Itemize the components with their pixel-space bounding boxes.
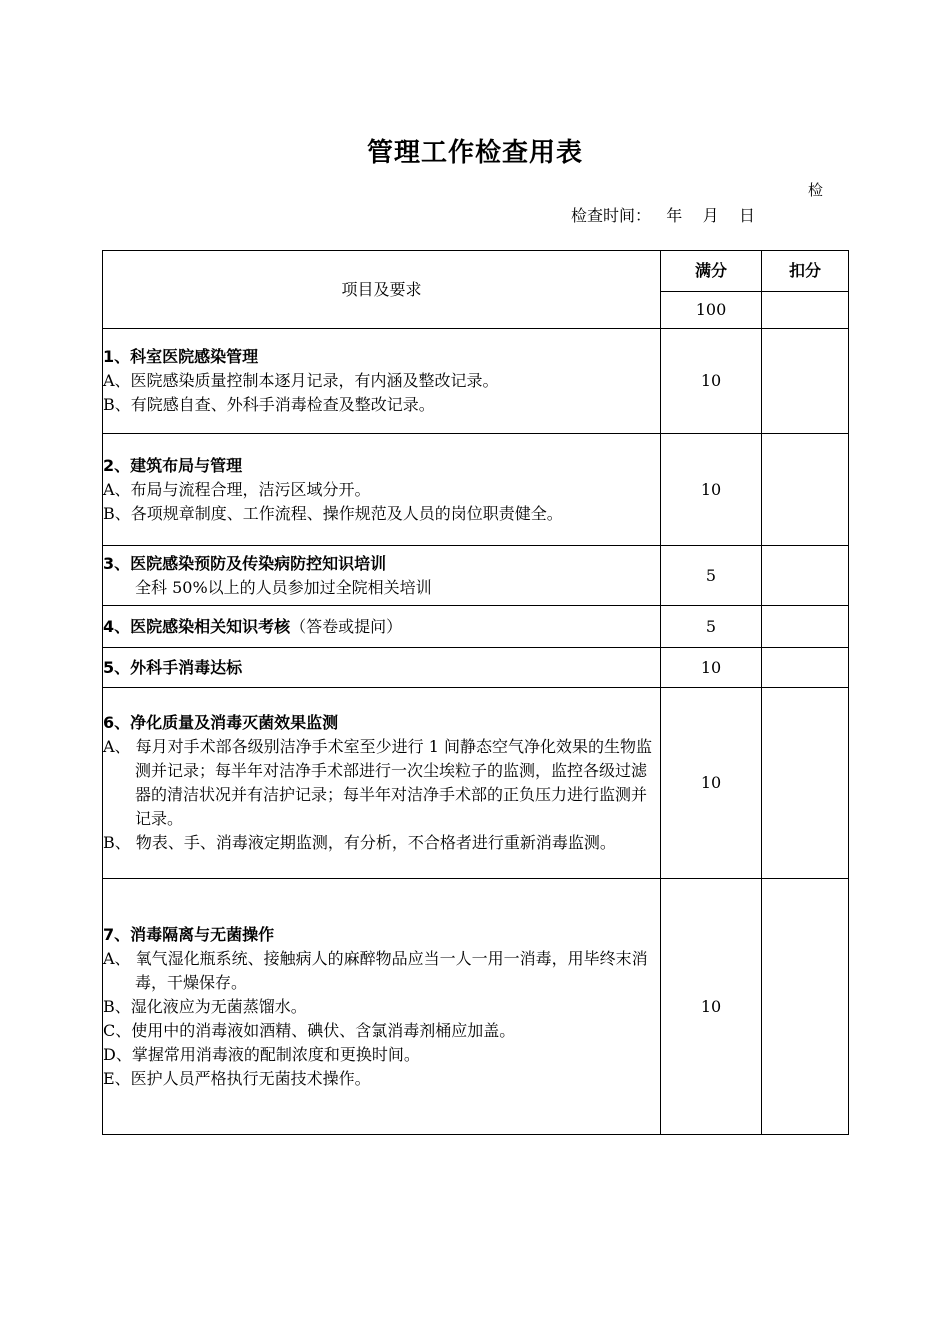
item-title: 3、医院感染预防及传染病防控知识培训 [103, 553, 387, 573]
item-requirement: A、 氧气湿化瓶系统、接触病人的麻醉物品应当一人一用一消毒，用毕终末消毒，干燥保存。 [103, 948, 648, 992]
item-title: 6、净化质量及消毒灭菌效果监测 [103, 713, 339, 732]
header-item-requirements: 项目及要求 [103, 251, 661, 329]
item-requirement: A、 每月对手术部各级别洁净手术室至少进行 1 间静态空气净化效果的生物监测并记录；每半年对洁净手术部进行一次尘埃粒子的监测，监控各级过滤器的清洁状况并有洁护记录；每半年对洁净手术部的正负压力进行监测并记录。 [103, 737, 652, 828]
item-title: 5、外科手消毒达标 [103, 657, 243, 677]
inspection-date-line: 检查时间： 年 月 日 [571, 206, 755, 225]
item-title: 1、科室医院感染管理 [103, 347, 259, 366]
item-requirement: E、医护人员严格执行无菌技术操作。 [103, 1068, 371, 1088]
item-full-score: 10 [661, 879, 762, 1135]
table-row-item-2 [103, 434, 661, 546]
table-row-item-6 [103, 688, 661, 879]
item-requirement: 全科 50%以上的人员参加过全院相关培训 [135, 577, 432, 597]
item-full-score: 10 [661, 329, 762, 434]
item-deduction-cell[interactable] [762, 329, 849, 434]
corner-text: 检 [808, 181, 824, 199]
item-full-score: 10 [661, 434, 762, 546]
item-full-score: 10 [661, 688, 762, 879]
item-requirement: D、掌握常用消毒液的配制浓度和更换时间。 [103, 1044, 420, 1064]
table-row-item-5 [103, 648, 661, 688]
item-deduction-cell[interactable] [762, 546, 849, 606]
item-deduction-cell[interactable] [762, 688, 849, 879]
page-title: 管理工作检查用表 [366, 138, 583, 168]
item-requirement: B、湿化液应为无菌蒸馏水。 [103, 996, 307, 1016]
item-requirement: B、有院感自查、外科手消毒检查及整改记录。 [103, 395, 435, 414]
item-requirement: A、医院感染质量控制本逐月记录，有内涵及整改记录。 [103, 371, 499, 390]
table-row-item-1 [103, 329, 661, 434]
item-requirement: A、布局与流程合理，洁污区域分开。 [103, 479, 371, 499]
item-full-score: 5 [661, 606, 762, 648]
item-full-score: 10 [661, 648, 762, 688]
header-deduction: 扣分 [762, 251, 849, 292]
item-deduction-cell[interactable] [762, 648, 849, 688]
table-row-item-7 [103, 879, 661, 1135]
item-title: 2、建筑布局与管理 [103, 455, 243, 475]
header-full-score: 满分 [661, 251, 762, 292]
table-row-item-4 [103, 606, 661, 648]
item-note: （答卷或提问） [290, 616, 403, 636]
total-deduction-cell[interactable] [762, 292, 849, 329]
item-deduction-cell[interactable] [762, 606, 849, 648]
item-title: 7、消毒隔离与无菌操作 [103, 924, 275, 944]
item-requirement: B、各项规章制度、工作流程、操作规范及人员的岗位职责健全。 [103, 503, 563, 523]
table-row-item-3 [103, 546, 661, 606]
item-requirement: C、使用中的消毒液如酒精、碘伏、含氯消毒剂桶应加盖。 [103, 1020, 516, 1040]
item-full-score: 5 [661, 546, 762, 606]
inspection-table [102, 250, 849, 1135]
total-full-score: 100 [661, 292, 762, 329]
item-deduction-cell[interactable] [762, 434, 849, 546]
item-deduction-cell[interactable] [762, 879, 849, 1135]
item-requirement: B、 物表、手、消毒液定期监测，有分析，不合格者进行重新消毒监测。 [103, 833, 616, 852]
item-title: 4、医院感染相关知识考核 [103, 616, 291, 636]
